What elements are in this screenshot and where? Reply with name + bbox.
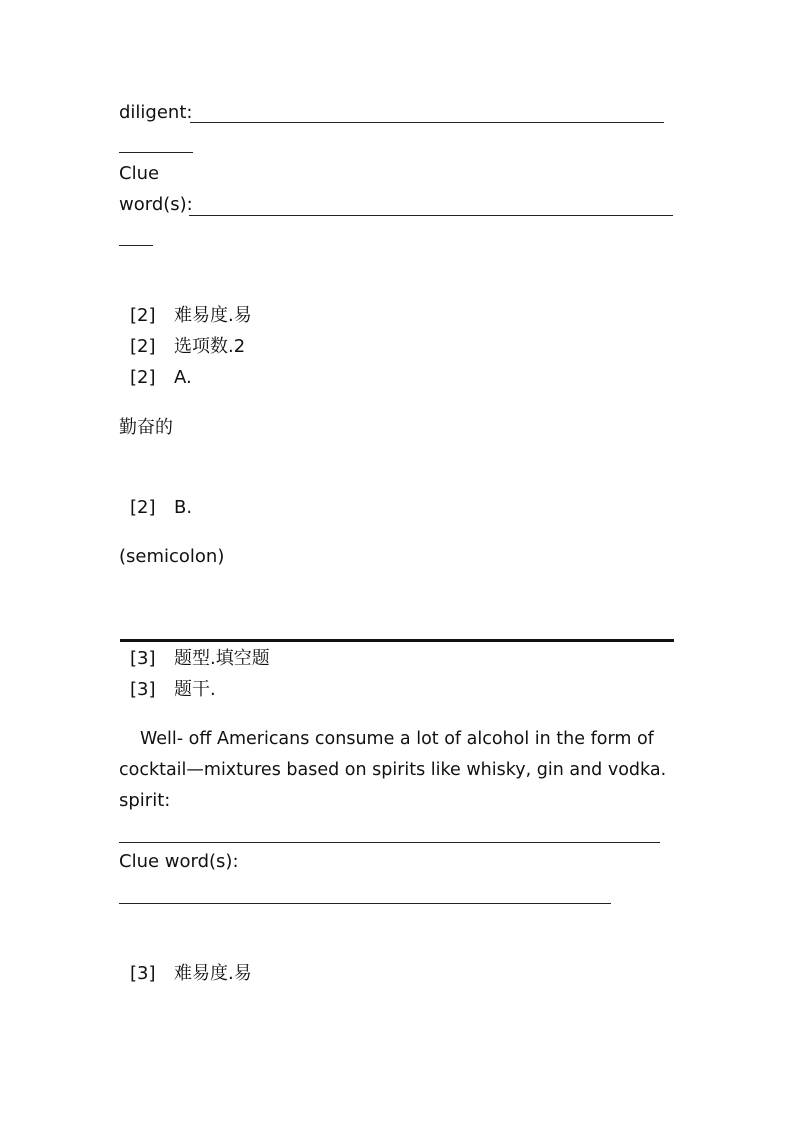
clue-answer-line[interactable]: [189, 215, 673, 216]
option-b-content: (semicolon): [119, 546, 225, 567]
difficulty-text: 难易度.易: [174, 305, 252, 326]
option-count-text: 选项数.2: [174, 336, 246, 357]
section-divider: [120, 639, 674, 642]
option-a-content: 勤奋的: [119, 417, 173, 438]
option-a-letter: A.: [174, 367, 192, 388]
meta-stem: [130, 678, 216, 702]
option-b-label: [130, 496, 192, 520]
meta-difficulty: [130, 304, 252, 328]
difficulty-text: 难易度.易: [174, 963, 252, 984]
passage-line-2: cocktail—mixtures based on spirits like whisky, gin and vodka.: [119, 760, 667, 780]
item-number: [3]: [130, 679, 156, 700]
item-number: [2]: [130, 497, 156, 518]
option-a-label: [130, 366, 192, 390]
passage-line-1: Well- off Americans consume a lot of alcohol in the form of: [140, 729, 654, 749]
meta-question-type: [130, 647, 270, 671]
option-b-letter: B.: [174, 497, 193, 518]
clue-label-line2: word(s):: [119, 194, 193, 215]
clue-label: Clue word(s):: [119, 851, 239, 872]
item-number: [2]: [130, 367, 156, 388]
word-prompt-diligent: diligent:: [119, 102, 193, 123]
item-number: [2]: [130, 336, 156, 357]
item-number: [3]: [130, 963, 156, 984]
word-prompt-spirit: spirit:: [119, 790, 171, 811]
meta-option-count: [130, 335, 245, 359]
item-number: [3]: [130, 648, 156, 669]
item-number: [2]: [130, 305, 156, 326]
answer-line-continued[interactable]: [119, 152, 193, 153]
clue-label-line1: Clue: [119, 163, 160, 184]
answer-line[interactable]: [190, 122, 664, 123]
clue-answer-line[interactable]: [119, 903, 611, 904]
answer-line[interactable]: [119, 842, 660, 843]
stem-text: 题干.: [174, 679, 216, 700]
clue-answer-line-continued[interactable]: [119, 245, 153, 246]
meta-difficulty: [130, 962, 252, 986]
question-type-text: 题型.填空题: [174, 648, 270, 669]
